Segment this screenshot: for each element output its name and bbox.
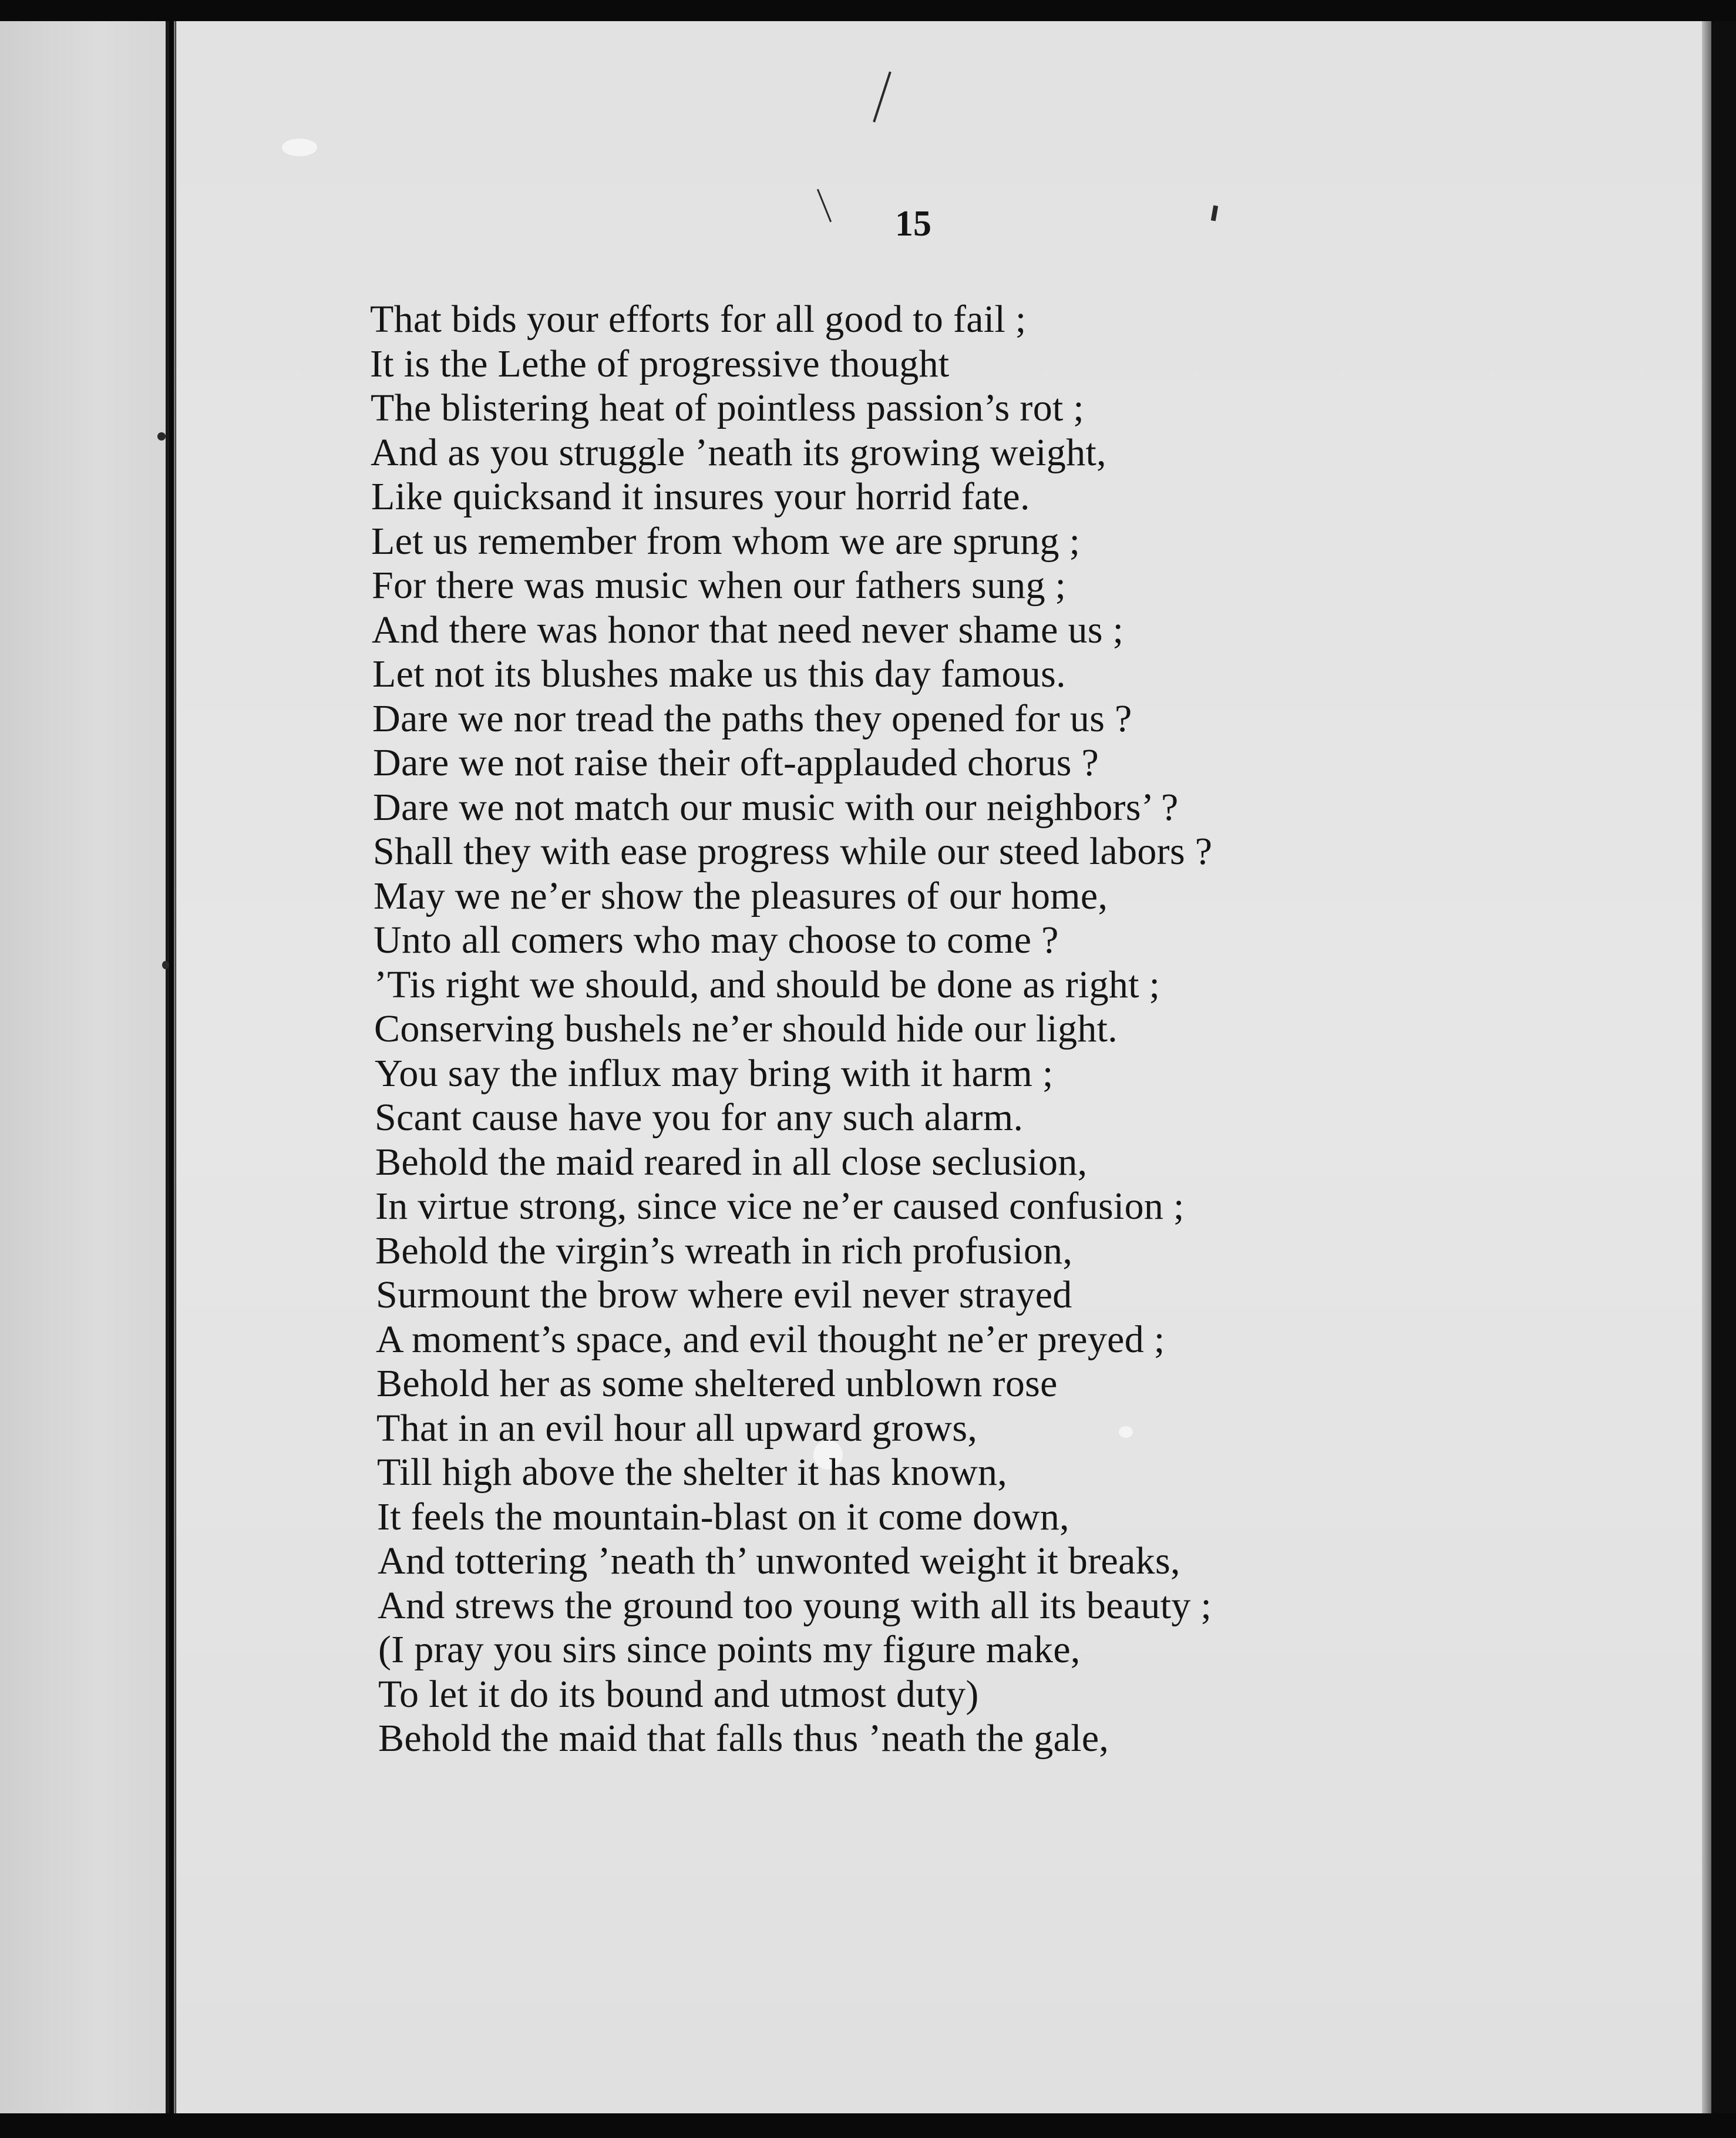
poem-line: It is the Lethe of progressive thought bbox=[370, 342, 950, 385]
poem-line: That in an evil hour all upward grows, bbox=[376, 1406, 978, 1450]
poem-line: And strews the ground too young with all its beauty ; bbox=[378, 1584, 1212, 1627]
facing-page-edge bbox=[0, 21, 166, 2113]
poem-line: Like quicksand it insures your horrid fate. bbox=[371, 475, 1030, 518]
poem-line: Surmount the brow where evil never strayed bbox=[376, 1273, 1072, 1316]
page-number: 15 bbox=[895, 204, 931, 244]
poem-line: ’Tis right we should, and should be done as right ; bbox=[374, 963, 1160, 1006]
poem-line: Dare we not match our music with our neighbors’ ? bbox=[373, 785, 1179, 829]
poem-line: Behold her as some sheltered unblown rose bbox=[376, 1362, 1058, 1405]
poem-line: (I pray you sirs since points my figure make, bbox=[378, 1628, 1081, 1671]
poem-text bbox=[370, 297, 1662, 1761]
book-gutter bbox=[166, 21, 169, 2113]
poem-line: Unto all comers who may choose to come ? bbox=[374, 919, 1059, 962]
poem-line: Dare we not raise their oft-applauded chorus ? bbox=[373, 741, 1099, 784]
poem-line: Conserving bushels ne’er should hide our light. bbox=[374, 1007, 1118, 1050]
poem-line: A moment’s space, and evil thought ne’er preyed ; bbox=[376, 1317, 1165, 1361]
poem-line: Behold the virgin’s wreath in rich profusion, bbox=[375, 1229, 1073, 1272]
poem-line: Behold the maid that falls thus ’neath the gale, bbox=[378, 1717, 1109, 1760]
poem-line: Dare we nor tread the paths they opened for us ? bbox=[372, 697, 1132, 740]
poem-line: In virtue strong, since vice ne’er caused confusion ; bbox=[375, 1185, 1185, 1228]
poem-line: To let it do its bound and utmost duty) bbox=[378, 1672, 979, 1716]
poem-line: For there was music when our fathers sung ; bbox=[372, 564, 1067, 607]
poem-line: Let us remember from whom we are sprung ; bbox=[371, 519, 1081, 563]
poem-line: It feels the mountain-blast on it come down, bbox=[377, 1495, 1069, 1538]
poem-line: The blistering heat of pointless passion’s rot ; bbox=[371, 386, 1085, 429]
poem-line: Behold the maid reared in all close seclusion, bbox=[375, 1140, 1088, 1184]
poem-line: May we ne’er show the pleasures of our home, bbox=[374, 874, 1108, 917]
poem-line: That bids your efforts for all good to fail ; bbox=[370, 298, 1027, 341]
poem-line: You say the influx may bring with it harm ; bbox=[375, 1051, 1054, 1095]
scan-mark bbox=[157, 432, 166, 441]
poem-line: Scant cause have you for any such alarm. bbox=[375, 1096, 1024, 1139]
scan-speck bbox=[282, 139, 317, 156]
scan-mark bbox=[162, 961, 169, 969]
gutter-shadow bbox=[174, 21, 176, 2113]
scan-border-right bbox=[1711, 21, 1736, 2113]
page-right-edge bbox=[1702, 21, 1711, 2113]
poem-line: And tottering ’neath th’ unwonted weight it breaks, bbox=[378, 1539, 1180, 1582]
poem-line: And there was honor that need never shame us ; bbox=[372, 608, 1124, 651]
poem-line: Shall they with ease progress while our steed labors ? bbox=[373, 830, 1213, 873]
poem-line: And as you struggle ’neath its growing weight, bbox=[371, 431, 1106, 474]
poem-line: Let not its blushes make us this day famous. bbox=[372, 653, 1066, 695]
poem-line: Till high above the shelter it has known, bbox=[377, 1451, 1008, 1494]
